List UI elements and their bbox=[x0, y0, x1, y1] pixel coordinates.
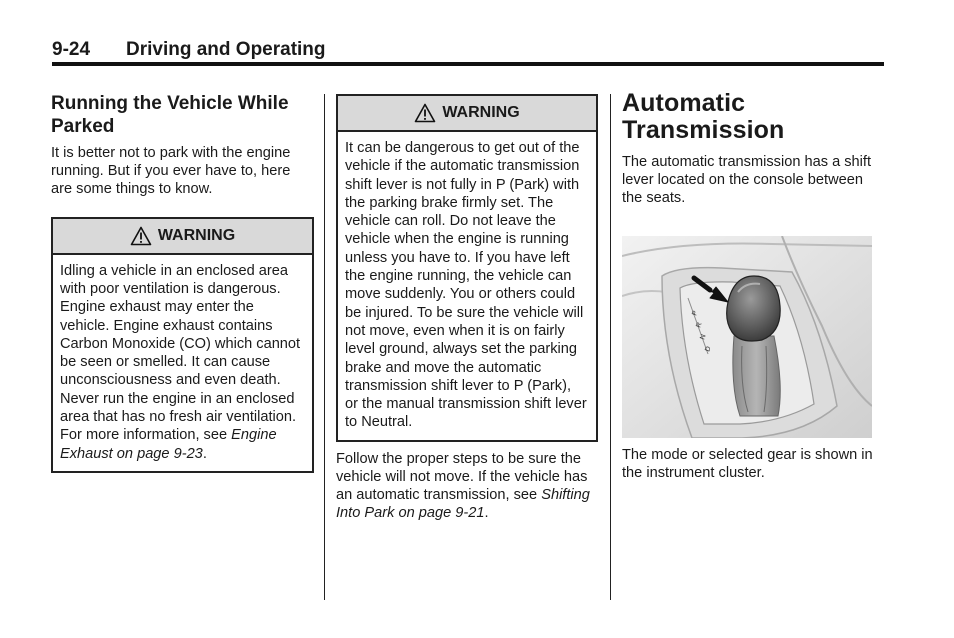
chapter-heading: Automatic Transmission bbox=[622, 89, 785, 144]
follow-text: Follow the proper steps to be sure the vehicle will not move. If the vehicle has an automatic transmission, see bbox=[336, 450, 588, 504]
shift-lever-illustration bbox=[622, 236, 872, 438]
header-rule bbox=[52, 62, 884, 66]
intro-paragraph: The automatic transmission has a shift lever located on the console between the seats. bbox=[622, 154, 872, 207]
cross-reference-link[interactable]: Engine Exhaust on page 9-23 bbox=[60, 427, 277, 462]
gear-letter-p: P bbox=[691, 309, 700, 317]
section-heading: Running the Vehicle While Parked bbox=[51, 93, 289, 137]
closing-paragraph: The mode or selected gear is shown in the instrument cluster. bbox=[622, 446, 873, 481]
gear-letter-r: R bbox=[695, 321, 704, 329]
shift-knob bbox=[727, 276, 781, 341]
follow-paragraph bbox=[336, 450, 598, 523]
warning-body-text: Idling a vehicle in an enclosed area with poor ventilation is dangerous. Engine exhaust may enter the vehicle. Engine exhaust contains Carbon Monoxide (CO) which cannot be seen or smelled. It can cause unconsciousness and even death. Never run the engine in an enclosed area that has no fresh air ventilation. bbox=[60, 262, 301, 425]
follow-suffix: . bbox=[484, 505, 489, 522]
section-title: Driving and Operating bbox=[126, 39, 326, 60]
column-divider bbox=[610, 94, 611, 600]
warning-box bbox=[51, 217, 314, 473]
gear-letter-n: N bbox=[699, 333, 708, 341]
warning-label: WARNING bbox=[442, 104, 520, 121]
gear-letter-d: D bbox=[704, 345, 713, 353]
warning-text bbox=[53, 255, 312, 471]
column-divider bbox=[324, 94, 325, 600]
shifter-boot bbox=[733, 336, 780, 416]
warning-header bbox=[338, 96, 596, 132]
warning-label: WARNING bbox=[157, 226, 236, 244]
column-2 bbox=[336, 94, 598, 523]
reference-suffix: . bbox=[202, 445, 207, 462]
warning-header bbox=[53, 219, 312, 255]
warning-box bbox=[336, 94, 598, 442]
page-number: 9-24 bbox=[52, 39, 91, 60]
reference-prefix: For more information, see bbox=[60, 427, 232, 444]
warning-text: It can be dangerous to get out of the vehicle if the automatic transmission shift lever is not fully in P (Park) with the parking brake firmly set. The vehicle can roll. Do not leave the vehicle when the engine is running unless you have to. If you have left the engine running, the vehicle can move suddenly. You or others could be injured. To be sure the vehicle will not move, even when it is on fairly level ground, always set the parking brake and move the automatic transmission shift lever to P (Park), or the manual transmission shift lever to Neutral. bbox=[345, 140, 587, 431]
column-1 bbox=[51, 92, 313, 473]
warning-triangle-icon bbox=[414, 103, 436, 123]
column-3 bbox=[622, 90, 886, 482]
warning-triangle-icon bbox=[130, 226, 152, 246]
intro-paragraph: It is better not to park with the engine running. But if you ever have to, here are some things to know. bbox=[51, 145, 291, 198]
cross-reference-link[interactable]: Shifting Into Park on page 9-21 bbox=[336, 487, 590, 522]
